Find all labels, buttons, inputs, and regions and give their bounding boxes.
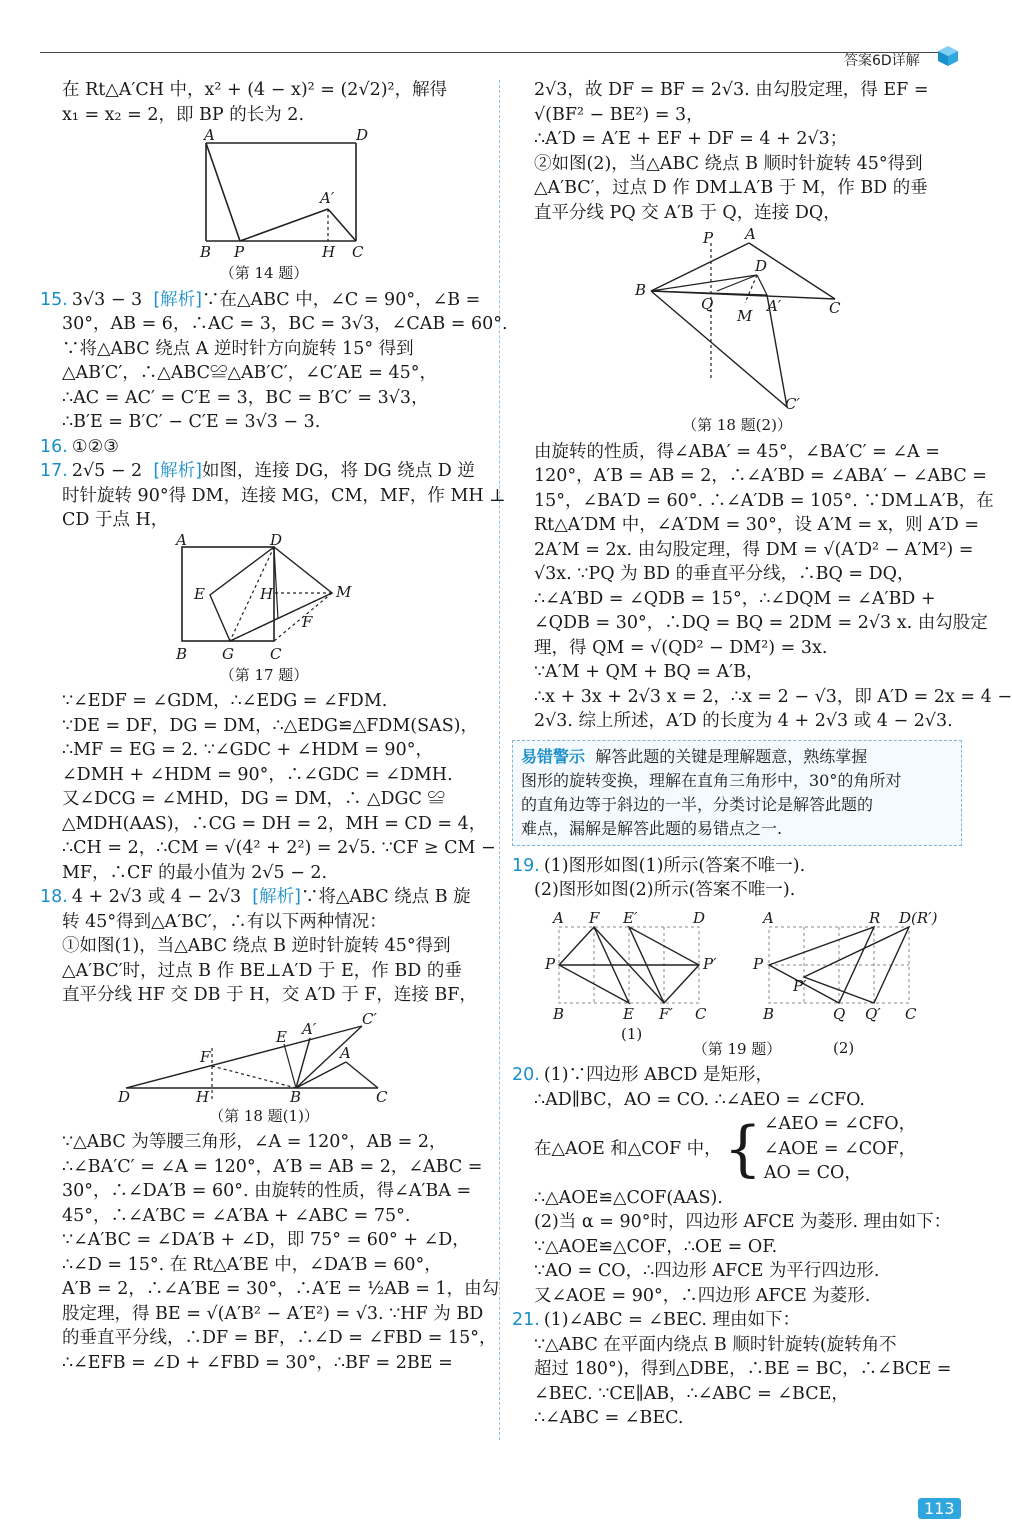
fig19-sub: (2) bbox=[833, 1038, 855, 1057]
text-line: (1)图形如图(1)所示(答案不唯一). bbox=[543, 855, 806, 876]
fig18b-label: A′ bbox=[767, 297, 782, 315]
answer: 3√3 − 3 bbox=[71, 289, 143, 310]
brace-symbol: { bbox=[723, 1113, 762, 1184]
fig19-label: F bbox=[589, 908, 600, 927]
question-20 bbox=[512, 1063, 962, 1088]
text-line: ∴∠ABC = ∠BEC. bbox=[534, 1408, 684, 1428]
question-18 bbox=[40, 885, 488, 910]
text-line: 2√3. 综上所述，A′D 的长度为 4 + 2√3 或 4 − 2√3. bbox=[534, 711, 953, 731]
fig18a-label: A bbox=[340, 1043, 351, 1062]
fig19-label: E bbox=[623, 1004, 634, 1023]
question-number: 15. bbox=[40, 289, 68, 310]
fig17-label: H bbox=[260, 584, 274, 603]
text-line: ∵△ABC 为等腰三角形，∠A = 120°，AB = 2， bbox=[62, 1132, 447, 1152]
text-line: 45°，∴∠A′BC = ∠A′BA + ∠ABC = 75°. bbox=[62, 1205, 411, 1226]
brace-system bbox=[534, 1112, 962, 1186]
right-column bbox=[512, 78, 1012, 1431]
text-line: △MDH(AAS)，∴CG = DH = 2，MH = CD = 4， bbox=[62, 813, 487, 834]
text-line: ∵在△ABC 中，∠C = 90°，∠B = bbox=[201, 289, 481, 310]
answer: 4 + 2√3 或 4 − 2√3 bbox=[71, 887, 242, 907]
text-line: CD 于点 H， bbox=[62, 510, 169, 530]
header-rule bbox=[40, 52, 940, 53]
fig18b-label: D bbox=[755, 257, 768, 275]
question-21 bbox=[512, 1308, 962, 1333]
text-line: MF，∴CF 的最小值为 2√5 − 2. bbox=[62, 862, 328, 883]
text-line: ∠DMH + ∠HDM = 90°，∴∠GDC = ∠DMH. bbox=[62, 764, 453, 785]
question-number: 16. bbox=[40, 436, 68, 457]
text-line: ①如图(1)，当△ABC 绕点 B 逆时针旋转 45°得到 bbox=[62, 936, 451, 956]
text-line: ∠AOE = ∠COF， bbox=[763, 1138, 917, 1159]
text-line: 又∠DCG = ∠MHD，DG = DM，∴ △DGC ≌ bbox=[62, 789, 445, 809]
text-line: 图形的旋转变换，理解在直角三角形中，30°的角所对 bbox=[521, 770, 902, 790]
fig19-label: P′ bbox=[793, 976, 807, 995]
text-line: √(BF² − BE²) = 3， bbox=[534, 104, 704, 125]
fig17-label: M bbox=[336, 582, 352, 601]
analysis-tag: [解析] bbox=[153, 289, 202, 310]
fig17-label: G bbox=[222, 644, 234, 663]
figure-18-1 bbox=[40, 1009, 488, 1129]
fig14-label: C bbox=[352, 243, 364, 261]
text-line: 在 Rt△A′CH 中，x² + (4 − x)² = (2√2)²，解得 bbox=[62, 80, 448, 100]
figure-caption: （第 17 题） bbox=[219, 665, 309, 684]
fig14-label: B bbox=[200, 243, 212, 261]
text-line: ∵将△ABC 绕点 A 逆时针方向旋转 15° 得到 bbox=[62, 338, 414, 359]
text-line: x₁ = x₂ = 2，即 BP 的长为 2. bbox=[62, 104, 305, 125]
text-line: ∴A′D = A′E + EF + DF = 4 + 2√3； bbox=[534, 129, 848, 149]
text-line: 2√3，故 DF = BF = 2√3. 由勾股定理，得 EF = bbox=[534, 80, 929, 100]
warning-box bbox=[512, 740, 962, 846]
header-label: 答案6D详解 bbox=[844, 53, 920, 69]
text-line: △AB′C′，∴△ABC≌△AB′C′，∠C′AE = 45°， bbox=[62, 363, 438, 383]
fig19-label: D bbox=[693, 908, 706, 927]
fig18b-label: C′ bbox=[785, 395, 800, 413]
question-number: 21. bbox=[512, 1310, 540, 1330]
fig19-label: Q′ bbox=[865, 1004, 881, 1023]
text-line: ∴∠EFB = ∠D + ∠FBD = 30°，∴BF = 2BE = bbox=[62, 1352, 453, 1373]
fig19-label: A bbox=[553, 908, 564, 927]
cube-icon bbox=[936, 44, 960, 68]
fig19-label: P bbox=[545, 954, 556, 973]
text-line: ∵DE = DF，DG = DM，∴△EDG≌△FDM(SAS)， bbox=[62, 715, 479, 736]
fig19-label: P′ bbox=[703, 954, 717, 973]
text-line: ∴△AOE≌△COF(AAS). bbox=[534, 1187, 723, 1208]
question-15 bbox=[40, 288, 488, 313]
text-line: 直平分线 HF 交 DB 于 H，交 A′D 于 F，连接 BF， bbox=[62, 985, 477, 1005]
question-19 bbox=[512, 854, 962, 879]
text-line: 又∠AOE = 90°，∴四边形 AFCE 为菱形. bbox=[534, 1285, 871, 1306]
fig14-label: A′ bbox=[320, 189, 335, 207]
text-line: (1)∵四边形 ABCD 是矩形， bbox=[543, 1065, 774, 1085]
text-line: √3x. ∵PQ 为 BD 的垂直平分线，∴BQ = DQ， bbox=[534, 564, 915, 584]
text-line: (1)∠ABC = ∠BEC. 理由如下： bbox=[543, 1310, 800, 1330]
fig18a-label: C′ bbox=[362, 1009, 377, 1028]
text-line: 股定理，得 BE = √(A′B² − A′E²) = √3. ∵HF 为 BD bbox=[62, 1303, 484, 1324]
fig19-label: A bbox=[763, 908, 774, 927]
fig14-label: P bbox=[234, 243, 245, 261]
fig19-sub: (1) bbox=[621, 1024, 643, 1043]
text-line: 理，得 QM = √(QD² − DM²) = 3x. bbox=[534, 637, 828, 658]
fig19-label: Q bbox=[833, 1004, 846, 1023]
warning-title: 易错警示 bbox=[521, 746, 586, 766]
fig17-label: F bbox=[302, 612, 313, 631]
analysis-tag: [解析] bbox=[252, 887, 301, 907]
text-line: ∵∠A′BC = ∠DA′B + ∠D，即 75° = 60° + ∠D， bbox=[62, 1230, 470, 1250]
fig17-label: A bbox=[176, 530, 187, 549]
text-line: ∴∠BA′C′ = ∠A = 120°，A′B = AB = 2，∠ABC = bbox=[62, 1156, 483, 1177]
text-line: ∵AO = CO，∴四边形 AFCE 为平行四边形. bbox=[534, 1261, 880, 1281]
text-line: 解答此题的关键是理解题意，熟练掌握 bbox=[595, 746, 868, 766]
text-line: ②如图(2)，当△ABC 绕点 B 顺时针旋转 45°得到 bbox=[534, 153, 923, 174]
fig18b-label: Q bbox=[701, 295, 714, 313]
text-line: 如图，连接 DG，将 DG 绕点 D 逆 bbox=[201, 461, 475, 481]
text-line: ∵△ABC 在平面内绕点 B 顺时针旋转(旋转角不 bbox=[534, 1334, 897, 1355]
page-number: 113 bbox=[918, 1498, 961, 1519]
figure-caption: （第 18 题(2)） bbox=[682, 416, 792, 434]
fig14-label: D bbox=[356, 126, 369, 144]
text-line: 由旋转的性质，得∠ABA′ = 45°，∠BA′C′ = ∠A = bbox=[534, 441, 940, 462]
figure-14 bbox=[40, 126, 488, 286]
text-line: ∠AEO = ∠CFO， bbox=[763, 1114, 917, 1134]
fig18a-label: F bbox=[200, 1047, 211, 1066]
fig18a-label: E bbox=[276, 1027, 287, 1046]
text-line: 在△AOE 和△COF 中， bbox=[534, 1138, 722, 1159]
fig19-label: D(R′) bbox=[899, 908, 938, 927]
text-line: ∴AD∥BC，AO = CO. ∴∠AEO = ∠CFO. bbox=[534, 1089, 865, 1110]
fig18a-label: B bbox=[290, 1087, 302, 1106]
text-line: 2A′M = 2x. 由勾股定理，得 DM = √(A′D² − A′M²) = bbox=[534, 539, 974, 560]
fig18b-label: B bbox=[635, 281, 647, 299]
text-line: (2)当 α = 90°时，四边形 AFCE 为菱形. 理由如下： bbox=[534, 1212, 952, 1232]
figure-caption: （第 19 题） bbox=[692, 1039, 782, 1058]
text-line: ∴∠D = 15°. 在 Rt△A′BE 中，∠DA′B = 60°， bbox=[62, 1254, 442, 1275]
text-line: 30°，AB = 6，∴AC = 3，BC = 3√3，∠CAB = 60°. bbox=[62, 314, 508, 334]
text-line: ∴B′E = B′C′ − C′E = 3√3 − 3. bbox=[62, 412, 321, 432]
fig14-label: A bbox=[204, 126, 215, 144]
figure-19 bbox=[512, 907, 962, 1062]
fig17-label: E bbox=[194, 584, 205, 603]
text-line: ∴CH = 2，∴CM = √(4² + 2²) = 2√5. ∵CF ≥ CM − bbox=[62, 838, 496, 858]
question-17 bbox=[40, 459, 488, 484]
text-line: ∠BEC. ∵CE∥AB，∴∠ABC = ∠BCE， bbox=[534, 1383, 849, 1404]
fig19-label: R bbox=[869, 908, 881, 927]
figure-caption: （第 18 题(1)） bbox=[209, 1106, 319, 1125]
fig19-label: C bbox=[905, 1004, 917, 1023]
figure-caption: （第 14 题） bbox=[219, 264, 309, 282]
text-line: AO = CO， bbox=[763, 1163, 862, 1183]
fig19-label: P bbox=[753, 954, 764, 973]
fig19-label: F′ bbox=[659, 1004, 673, 1023]
analysis-tag: [解析] bbox=[153, 461, 202, 481]
text-line: ∵A′M + QM + BQ = A′B， bbox=[534, 662, 764, 682]
text-line: 的垂直平分线，∴DF = BF，∴∠D = ∠FBD = 15°， bbox=[62, 1328, 497, 1348]
text-line: ∴MF = EG = 2. ∵∠GDC + ∠HDM = 90°， bbox=[62, 740, 433, 760]
column-divider bbox=[499, 80, 500, 1440]
fig18b-label: M bbox=[737, 307, 753, 325]
text-line: ∵将△ABC 绕点 B 旋 bbox=[300, 887, 471, 907]
answer: 2√5 − 2 bbox=[71, 461, 143, 481]
text-line: △A′BC′时，过点 B 作 BE⊥A′D 于 E，作 BD 的垂 bbox=[62, 960, 462, 981]
question-number: 18. bbox=[40, 887, 68, 907]
text-line: 难点，漏解是解答此题的易错点之一. bbox=[521, 818, 783, 838]
fig19-label: B bbox=[553, 1004, 565, 1023]
text-line: ∴x + 3x + 2√3 x = 2，∴x = 2 − √3，即 A′D = 2x = 4 − bbox=[534, 686, 1012, 707]
question-number: 20. bbox=[512, 1065, 540, 1085]
fig17-label: B bbox=[176, 644, 188, 663]
text-line: (2)图形如图(2)所示(答案不唯一). bbox=[534, 880, 796, 900]
answer: ①②③ bbox=[71, 436, 119, 457]
text-line: A′B = 2，∴∠A′BE = 30°，∴A′E = ½AB = 1，由勾 bbox=[62, 1279, 500, 1299]
fig17-label: D bbox=[270, 530, 283, 549]
figure-17 bbox=[40, 530, 488, 688]
text-line: ∵∠EDF = ∠GDM，∴∠EDG = ∠FDM. bbox=[62, 691, 388, 711]
fig18a-label: C bbox=[376, 1087, 388, 1106]
text-line: 30°，∴∠DA′B = 60°. 由旋转的性质，得∠A′BA = bbox=[62, 1181, 472, 1201]
fig18a-label: D bbox=[118, 1087, 131, 1106]
text-line: 超过 180°)，得到△DBE，∴BE = BC，∴∠BCE = bbox=[534, 1359, 952, 1379]
fig19-label: B bbox=[763, 1004, 775, 1023]
text-line: ∠QDB = 30°，∴DQ = BQ = 2DM = 2√3 x. 由勾股定 bbox=[534, 613, 988, 633]
fig18a-label: H bbox=[196, 1087, 210, 1106]
text-line: 直平分线 PQ 交 A′B 于 Q，连接 DQ， bbox=[534, 202, 841, 223]
text-line: 15°，∠BA′D = 60°. ∴∠A′DB = 105°. ∵DM⊥A′B，在 bbox=[534, 490, 994, 511]
fig17-label: C bbox=[270, 644, 282, 663]
text-line: ∴AC = AC′ = C′E = 3，BC = B′C′ = 3√3， bbox=[62, 387, 429, 408]
text-line: Rt△A′DM 中，∠A′DM = 30°，设 A′M = x，则 A′D = bbox=[534, 515, 980, 535]
text-line: ∴∠A′BD = ∠QDB = 15°，∴∠DQM = ∠A′BD + bbox=[534, 588, 936, 609]
fig18b-label: C bbox=[829, 299, 841, 317]
question-number: 17. bbox=[40, 461, 68, 481]
question-number: 19. bbox=[512, 855, 540, 876]
text-line: 120°，A′B = AB = 2，∴∠A′BD = ∠ABA′ − ∠ABC = bbox=[534, 466, 987, 486]
text-line: 转 45°得到△A′BC′，∴有以下两种情况： bbox=[62, 911, 387, 932]
text-line: △A′BC′，过点 D 作 DM⊥A′B 于 M，作 BD 的垂 bbox=[534, 178, 928, 198]
question-16 bbox=[40, 435, 488, 460]
left-column bbox=[40, 78, 508, 1375]
text-line: ∵△AOE≌△COF，∴OE = OF. bbox=[534, 1236, 778, 1257]
text-line: 的直角边等于斜边的一半，分类讨论是解答此题的 bbox=[521, 794, 874, 814]
fig14-label: H bbox=[322, 243, 336, 261]
fig18b-label: P bbox=[703, 229, 714, 247]
fig18b-label: A bbox=[745, 225, 756, 243]
fig19-label: E′ bbox=[623, 908, 638, 927]
fig19-label: C bbox=[695, 1004, 707, 1023]
text-line: 时针旋转 90°得 DM，连接 MG，CM，MF，作 MH ⊥ bbox=[62, 485, 506, 506]
figure-18-2 bbox=[512, 225, 962, 438]
fig18a-label: A′ bbox=[302, 1019, 317, 1038]
